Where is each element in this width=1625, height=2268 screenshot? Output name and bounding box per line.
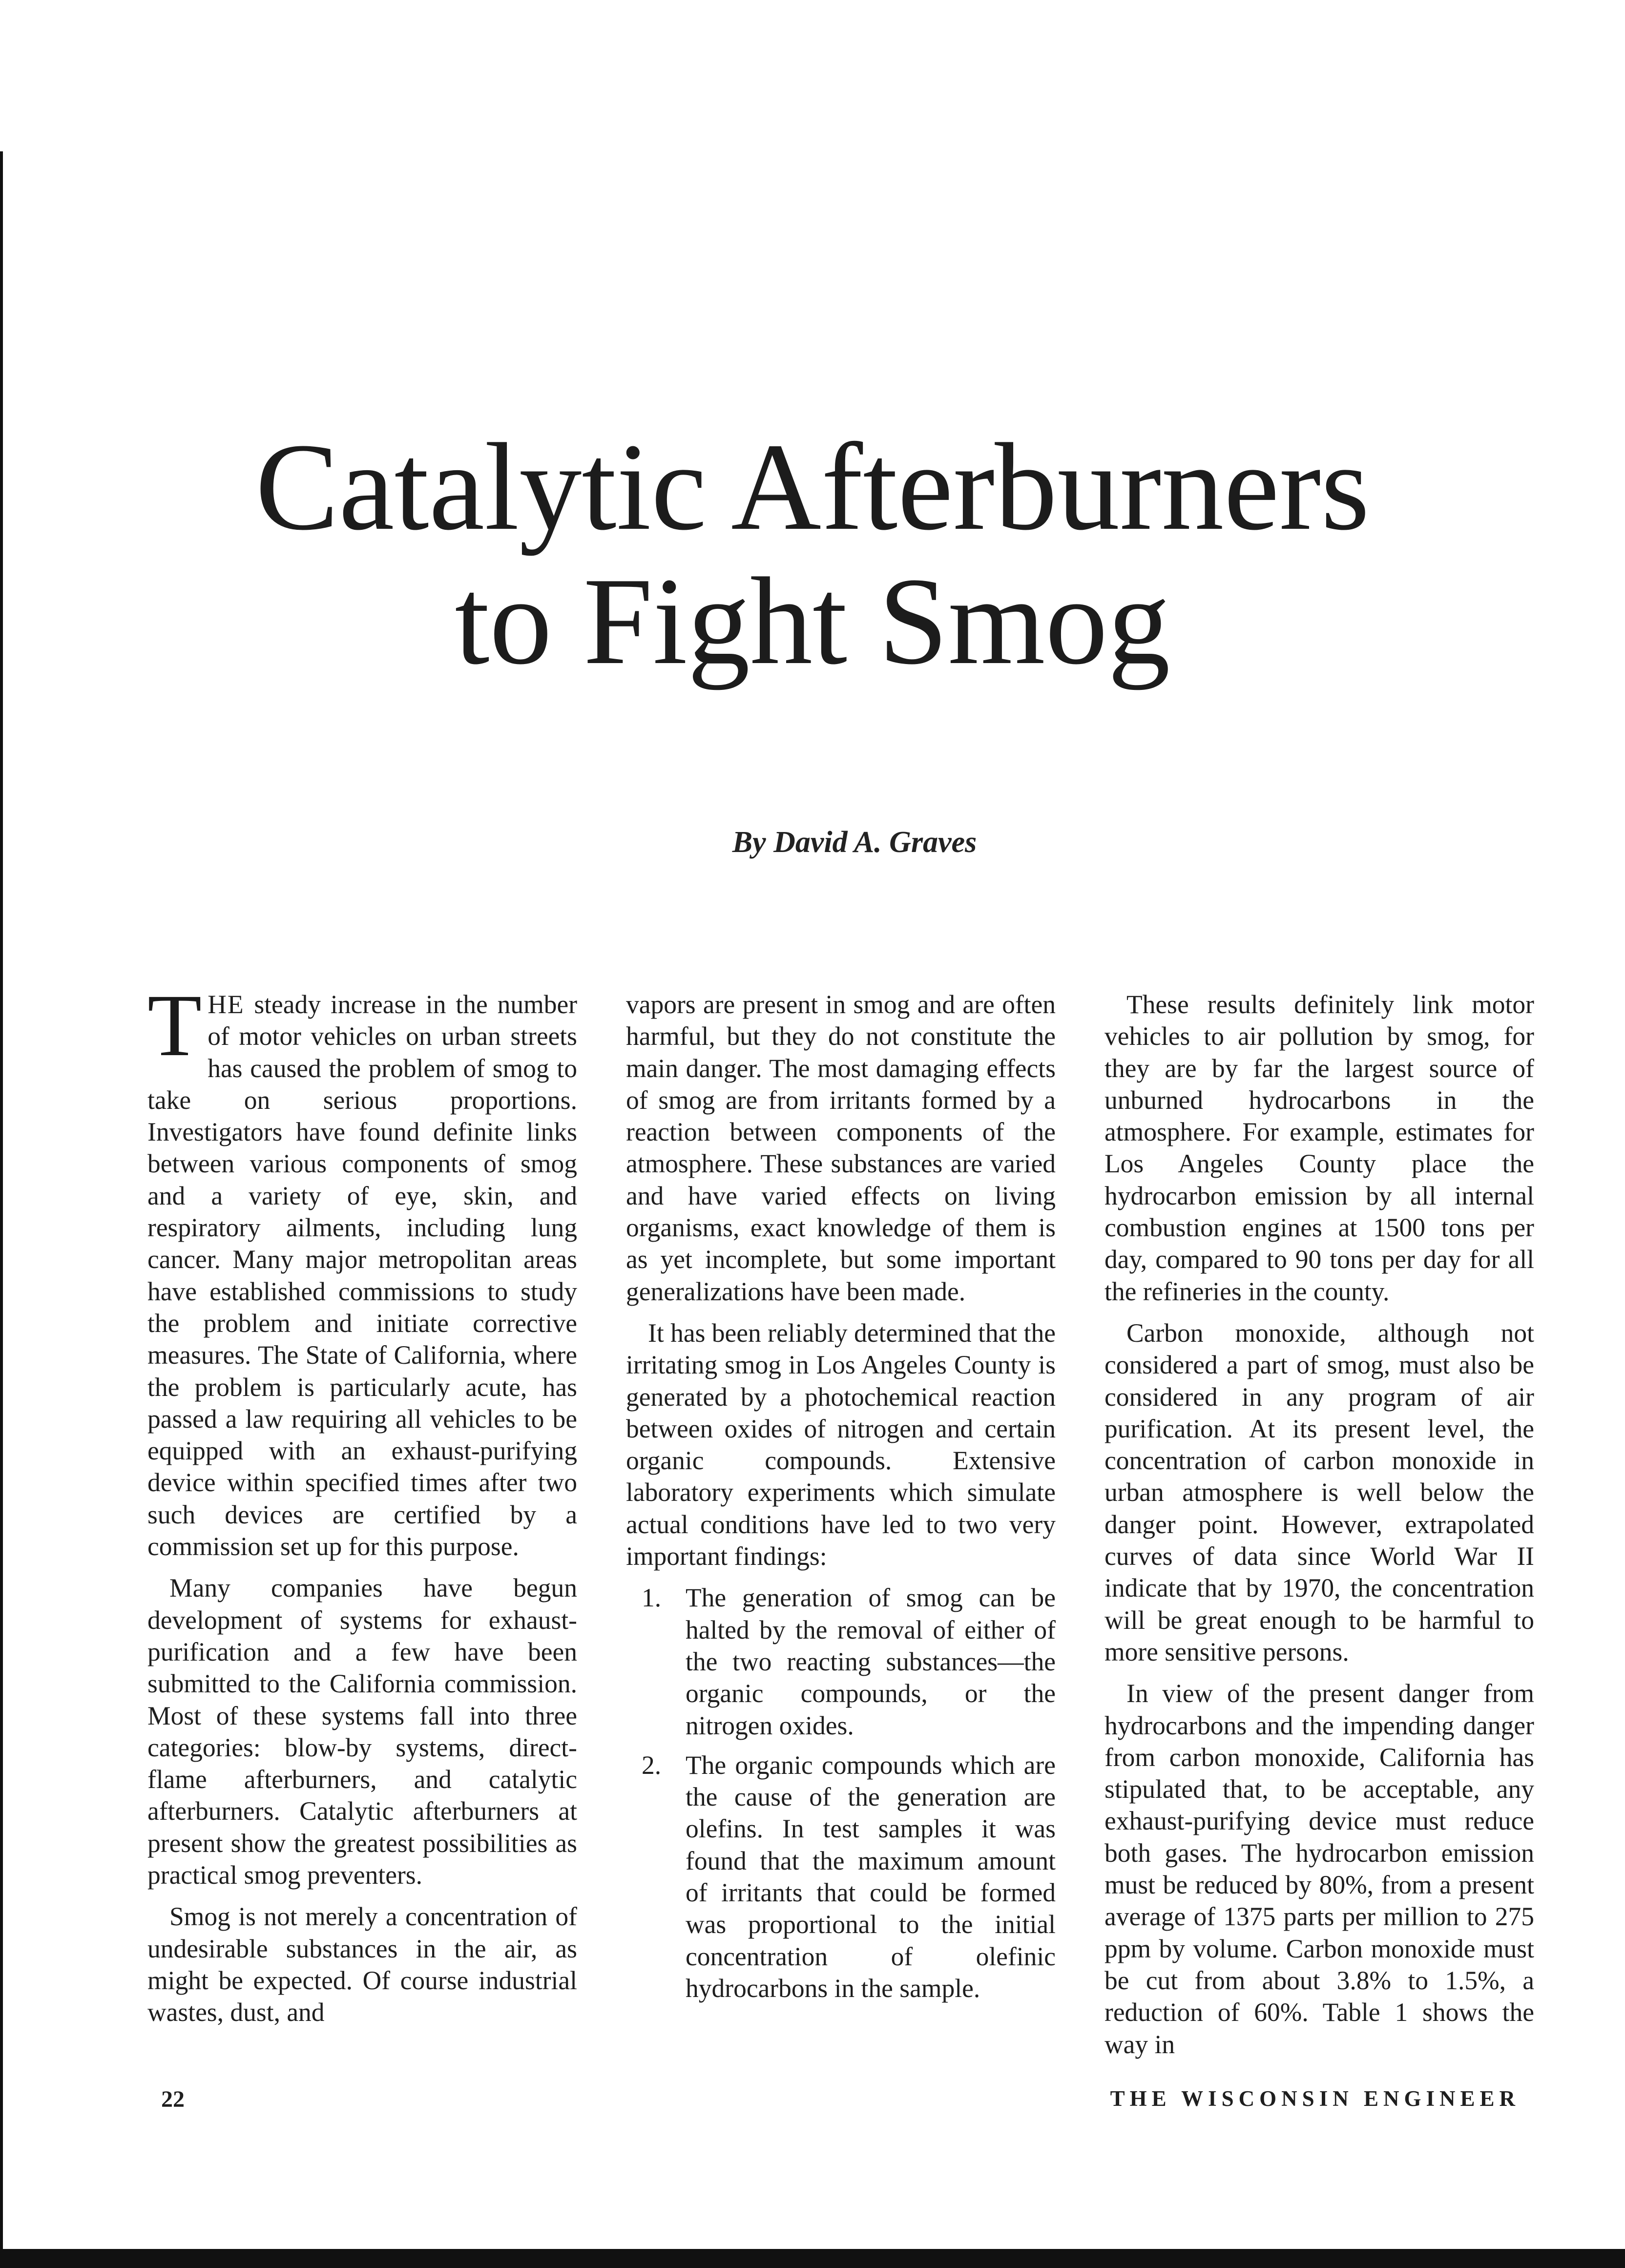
column-3 [1104,989,1534,2070]
lead-word: HE [208,990,245,1019]
findings-list [626,1582,1056,2004]
byline: By David A. Graves [732,826,977,859]
column-2 [626,989,1056,2014]
journal-name: THE WISCONSIN ENGINEER [1110,2086,1520,2111]
finding-number-2: 2. [642,1750,662,1780]
finding-text-1: The generation of smog can be halted by the removal of either of the two reacting substances—the organic compounds, or the nitrogen oxides. [686,1583,1056,1740]
paragraph-1-3: Smog is not merely a concentration of undesirable substances in the air, as might be expected. Of course industrial wastes, dust, and [147,1902,577,2027]
page-edge-bottom [0,2249,1625,2268]
paragraph-2-1: vapors are present in smog and are often harmful, but they do not constitute the main danger. The most damaging effects of smog are from irritants formed by a reaction between components of the atmosphere. These substances are varied and have varied effects on living organisms, exact knowledge of them is as yet incomplete, but some important generalizations have been made. [626,990,1056,1306]
title-line-2: to Fight Smog [455,552,1170,690]
finding-number-1: 1. [642,1583,662,1613]
paragraph-2-2: It has been reliably determined that the irritating smog in Los Angeles County is generated by a photochemical reaction between oxides of nitrogen and certain organic compounds. Extensive laboratory experiments which simulate actual conditions have led to two very important findings: [626,1318,1056,1571]
page-number: 22 [161,2086,185,2112]
paragraph-1-1 [147,977,578,1562]
article-title [0,420,1625,688]
title-line-1: Catalytic Afterburners [255,418,1370,556]
paragraph-1-2: Many companies have begun development of systems for exhaust-purification and a few have been submitted to the California commission. Most of these systems fall into three categories: blow-by systems, direct-flame afterburners, and catalytic afterburners. Catalytic afterburners at present show the greatest possibilities as practical smog preventers. [147,1573,577,1890]
paragraph-1-1-text: steady increase in the number of motor vehicles on urban streets has caused the problem of smog to take on serious proportions. Investigators have found definite links between various components of smog and a variety of eye, skin, and respiratory ailments, including lung cancer. Many major metropolitan areas have established commissions to study the problem and initiate corrective measures. The State of California, where the problem is particularly acute, has passed a law requiring all vehicles to be equipped with an exhaust-purifying device within specified times after two such devices are certified by a commission set up for this purpose. [147,990,578,1561]
drop-cap: T [147,977,202,1075]
paragraph-3-3: In view of the present danger from hydrocarbons and the impending danger from carbon monoxide, California has stipulated that, to be acceptable, any exhaust-purifying device must reduce both gases. The hydrocarbon emission must be reduced by 80%, from a present average of 1375 parts per million to 275 ppm by volume. Carbon monoxide must be cut from about 3.8% to 1.5%, a reduction of 60%. Table 1 shows the way in [1104,1679,1534,2059]
finding-text-2: The organic compounds which are the cause of the generation are olefins. In test samples it was found that the maximum amount of irritants that could be formed was proportional to the initial concentration of olefinic hydrocarbons in the sample. [686,1750,1056,2003]
paragraph-3-1: These results definitely link motor vehicles to air pollution by smog, for they are by far the largest source of unburned hydrocarbons in the atmosphere. For example, estimates for Los Angeles County place the hydrocarbon emission by all internal combustion engines at 1500 tons per day, compared to 90 tons per day for all the refineries in the county. [1104,990,1534,1306]
finding-item-1 [626,1582,1056,1741]
column-1 [147,977,578,2039]
paragraph-3-2: Carbon monoxide, although not considered a part of smog, must also be considered in any program of air purification. At its present level, the concentration of carbon monoxide in urban atmosphere is well below the danger point. However, extrapolated curves of data since World War II indicate that by 1970, the concentration will be great enough to be harmful to more sensitive persons. [1104,1318,1534,1666]
finding-item-2 [626,1749,1056,2004]
